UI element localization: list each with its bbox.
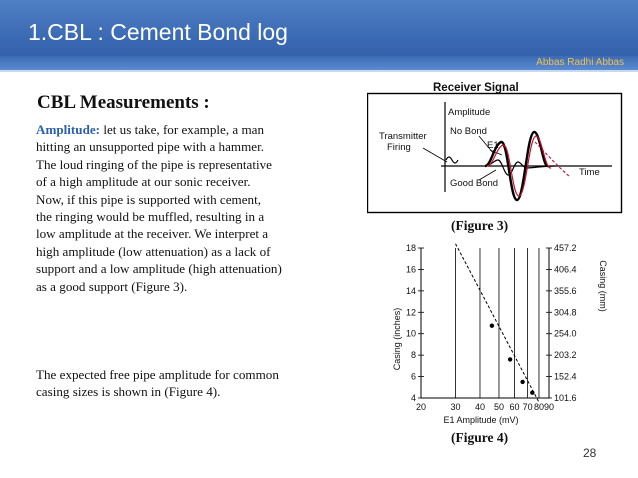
figure-3-title: Receiver Signal: [433, 82, 519, 94]
figure-4-data-point: [520, 380, 524, 384]
section-title: CBL Measurements :: [37, 92, 210, 113]
amplitude-line-4: of a high amplitude at our sonic receiver.: [36, 174, 251, 190]
figure-4-left-tick-label: 16: [405, 264, 416, 275]
figure-4-x-tick-label: 60: [509, 402, 520, 412]
figure-4-left-tick-label: 14: [405, 285, 416, 296]
page-number: 28: [583, 446, 597, 460]
header-divider: [0, 70, 638, 72]
figure-3-good-bond-label: Good Bond: [450, 178, 499, 189]
amplitude-line-3: The loud ringing of the pipe is representative: [36, 156, 272, 172]
amplitude-line-2: hitting an unsupported pipe with a hammer.: [36, 139, 265, 155]
amplitude-label: Amplitude:: [36, 122, 101, 137]
amplitude-line-1: let us take, for example, a man: [103, 122, 265, 137]
figure-4-trend-line: [456, 244, 539, 403]
figure-4-right-tick-label: 152.4: [554, 371, 577, 382]
figure-4-x-tick-label: 30: [450, 402, 461, 412]
figure-4-x-tick-label: 90: [543, 402, 555, 412]
figure-4-left-tick-label: 8: [410, 350, 416, 361]
figure-3-e1-label: E1: [487, 140, 499, 151]
amplitude-line-10: as a good support (Figure 3).: [36, 278, 188, 294]
figure-4-right-tick-label: 406.4: [554, 264, 577, 275]
amplitude-line-7: low amplitude at the receiver. We interpret a: [36, 226, 269, 242]
figure-4-right-tick-label: 355.6: [554, 285, 577, 296]
figure-4-x-tick-label: 40: [474, 402, 485, 412]
author-name: Abbas Radhi Abbas: [536, 57, 624, 68]
amplitude-line-5: Now, if this pipe is supported with cement,: [36, 191, 261, 207]
figure-4-chart: [388, 238, 620, 430]
figure-3-transmitter-label: Transmitter: [379, 131, 427, 142]
figure-4-x-tick-label: 20: [415, 402, 427, 412]
figure-4-right-tick-label: 304.8: [554, 307, 577, 318]
figure-4-x-tick-label: 80: [533, 402, 544, 412]
figure-4-data-point: [508, 357, 512, 361]
figure-4-right-tick-label: 203.2: [554, 350, 577, 361]
figure-4-data-point: [490, 323, 494, 327]
figure-4-left-tick-label: 12: [405, 307, 416, 318]
figure-4-x-tick-label: 50: [493, 402, 504, 412]
figure-3-caption: (Figure 3): [451, 218, 509, 233]
figure-4-right-axis-label: Casing (mm): [598, 260, 608, 312]
figure-4-caption: (Figure 4): [451, 430, 509, 445]
figure-3-no-bond-label: No Bond: [450, 126, 487, 137]
figure-4-right-tick-label: 101.6: [554, 393, 577, 403]
figure-4-grid: [418, 248, 552, 398]
note-line-1: The expected free pipe amplitude for common: [36, 367, 279, 382]
figure-4-left-tick-label: 4: [410, 393, 416, 403]
figure-4-left-tick-label: 10: [405, 328, 416, 339]
slide-title: 1.CBL : Cement Bond log: [28, 19, 288, 45]
figure-4-right-tick-label: 254.0: [554, 328, 577, 339]
figure-3-amplitude-label: Amplitude: [448, 107, 491, 118]
amplitude-line-8: high amplitude (low attenuation) as a lack of: [36, 243, 271, 259]
figure-4-left-tick-label: 6: [410, 371, 416, 382]
figure-3-receiver-signal: [367, 82, 623, 214]
figure-3-firing-label: Firing: [387, 142, 411, 153]
figure-4-data-point: [530, 390, 534, 394]
free-pipe-note: [36, 366, 354, 401]
amplitude-paragraph: [36, 121, 354, 295]
figure-4-x-axis-label: E1 Amplitude (mV): [443, 415, 519, 425]
figure-4-left-axis-label: Casing (inches): [392, 307, 402, 371]
figure-4-right-tick-label: 457.2: [554, 243, 577, 253]
figure-4-left-tick-label: 18: [405, 243, 416, 253]
figure-4-data-marks: [456, 244, 539, 403]
figure-3-time-label: Time: [579, 167, 600, 178]
figure-4-x-tick-label: 70: [522, 402, 533, 412]
note-line-2: casing sizes is shown in (Figure 4).: [36, 384, 221, 400]
amplitude-line-6: the ringing would be muffled, resulting in a: [36, 209, 265, 225]
amplitude-line-9: support and a low amplitude (high attenuation): [36, 261, 282, 277]
